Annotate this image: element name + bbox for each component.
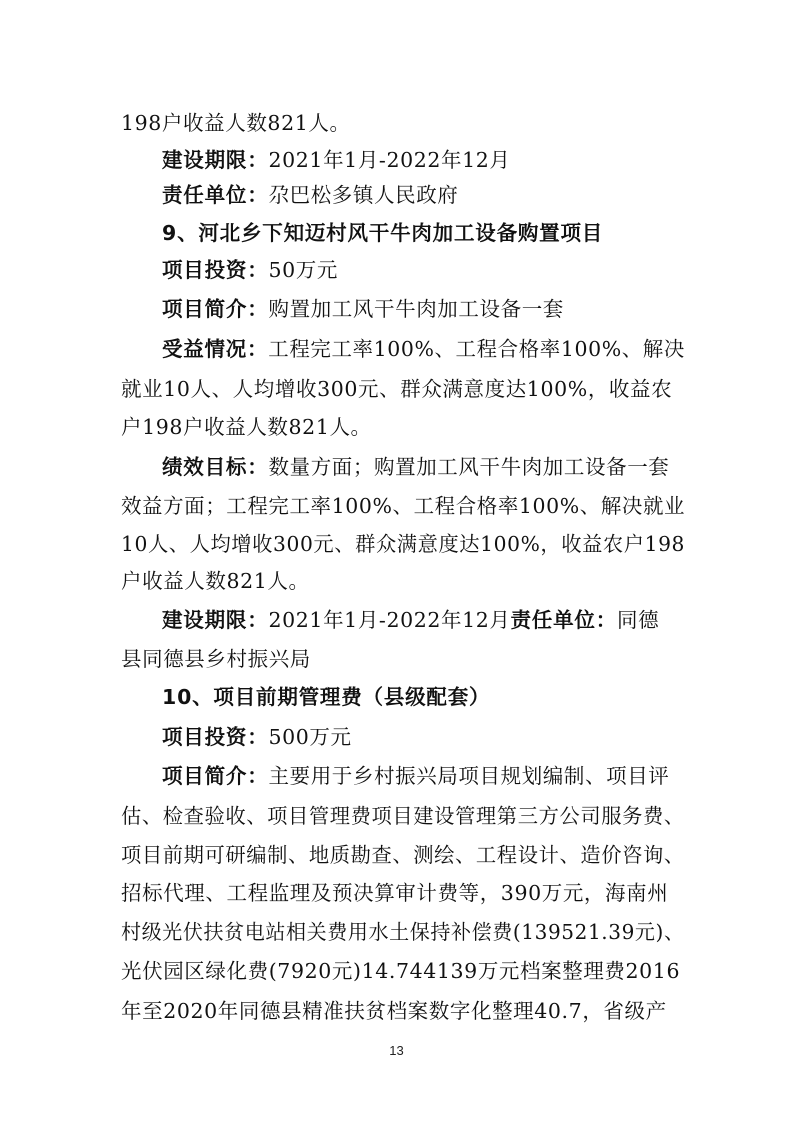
field-label: 绩效目标： bbox=[162, 455, 269, 479]
field-text: 主要用于乡村振兴局项目规划编制、项目评 bbox=[268, 764, 670, 788]
section-heading: 10、项目前期管理费（县级配套） bbox=[162, 685, 491, 709]
field-text: 2021年1月-2022年12月 bbox=[268, 608, 511, 632]
field-text: 500万元 bbox=[268, 725, 352, 749]
field-label: 建设期限： bbox=[162, 608, 269, 632]
text-line bbox=[121, 918, 685, 946]
text-line bbox=[162, 146, 511, 174]
field-label: 项目投资： bbox=[162, 725, 269, 749]
text-line bbox=[121, 957, 680, 985]
field-label: 受益情况： bbox=[162, 337, 269, 361]
text-line bbox=[121, 109, 351, 137]
text-line bbox=[121, 530, 685, 558]
field-text: 招标代理、工程监理及预决算审计费等，390万元，海南州 bbox=[121, 881, 669, 905]
text-line bbox=[162, 453, 669, 481]
text-line bbox=[162, 256, 338, 284]
text-line bbox=[162, 606, 659, 634]
field-text: 年至2020年同德县精准扶贫档案数字化整理40.7，省级产 bbox=[121, 999, 667, 1023]
field-text: 2021年1月-2022年12月 bbox=[268, 148, 511, 172]
field-text: 县同德县乡村振兴局 bbox=[121, 647, 311, 671]
text-line bbox=[121, 413, 372, 441]
text-line bbox=[121, 997, 667, 1025]
field-label: 责任单位： bbox=[162, 183, 269, 207]
field-label: 项目简介： bbox=[162, 297, 269, 321]
field-text: 数量方面；购置加工风干牛肉加工设备一套 bbox=[268, 455, 670, 479]
text-line bbox=[121, 841, 685, 869]
text-line bbox=[121, 802, 685, 830]
text-line bbox=[121, 492, 685, 520]
field-text: 光伏园区绿化费(7920元)14.744139万元档案整理费2016 bbox=[121, 959, 681, 983]
field-label: 项目简介： bbox=[162, 764, 269, 788]
field-label: 建设期限： bbox=[162, 148, 269, 172]
field-text: 项目前期可研编制、地质勘查、测绘、工程设计、造价咨询、 bbox=[121, 843, 685, 867]
text-line bbox=[162, 723, 352, 751]
field-text: 购置加工风干牛肉加工设备一套 bbox=[268, 297, 564, 321]
field-text: 户收益人数821人。 bbox=[121, 569, 310, 593]
text-line bbox=[162, 295, 564, 323]
field-label: 责任单位： bbox=[510, 608, 617, 632]
field-text: 尕巴松多镇人民政府 bbox=[268, 183, 459, 207]
text-line bbox=[121, 375, 672, 403]
field-text: 工程完工率100%、工程合格率100%、解决 bbox=[268, 337, 685, 361]
text-line bbox=[162, 219, 603, 247]
section-heading: 9、河北乡下知迈村风干牛肉加工设备购置项目 bbox=[162, 221, 604, 245]
text-line bbox=[162, 181, 458, 209]
field-text: 村级光伏扶贫电站相关费用水土保持补偿费(139521.39元)、 bbox=[121, 920, 685, 944]
field-label: 项目投资： bbox=[162, 258, 269, 282]
page-number: 13 bbox=[389, 1043, 404, 1058]
field-text: 估、检查验收、项目管理费项目建设管理第三方公司服务费、 bbox=[121, 804, 685, 828]
text-line bbox=[162, 762, 669, 790]
field-text: 同德 bbox=[617, 608, 660, 632]
text-line bbox=[121, 645, 311, 673]
field-text: 就业10人、人均增收300元、群众满意度达100%，收益农 bbox=[121, 377, 673, 401]
field-text: 10人、人均增收300元、群众满意度达100%，收益农户198 bbox=[121, 532, 686, 556]
field-text: 50万元 bbox=[268, 258, 338, 282]
field-text: 效益方面；工程完工率100%、工程合格率100%、解决就业 bbox=[121, 494, 686, 518]
text-line bbox=[121, 879, 668, 907]
field-text: 198户收益人数821人。 bbox=[121, 111, 351, 135]
text-line bbox=[162, 335, 685, 363]
text-line bbox=[121, 567, 310, 595]
field-text: 户198户收益人数821人。 bbox=[121, 415, 372, 439]
text-line bbox=[162, 683, 490, 711]
